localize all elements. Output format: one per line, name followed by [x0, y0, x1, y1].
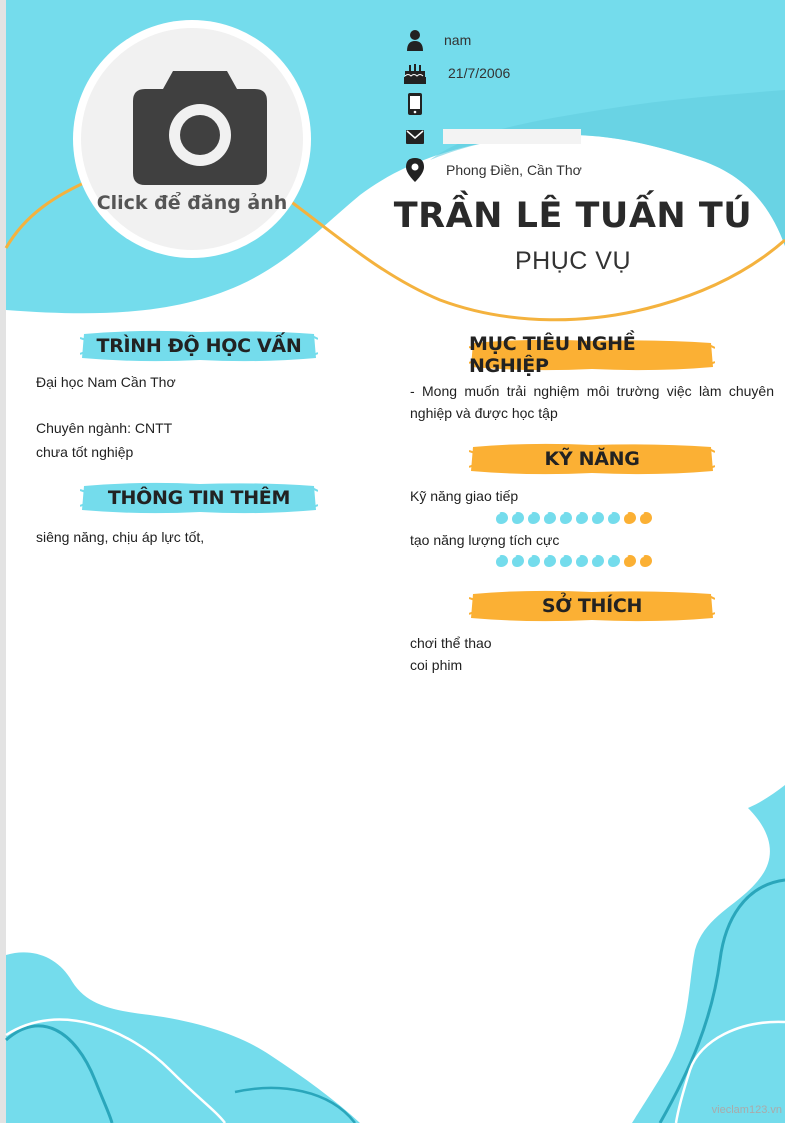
photo-upload[interactable]	[73, 20, 311, 258]
additional-info-text[interactable]: siêng năng, chịu áp lực tốt,	[36, 529, 205, 545]
camera-icon	[133, 67, 267, 185]
contact-address	[402, 156, 582, 184]
contact-gender	[402, 26, 471, 54]
person-icon	[402, 27, 428, 53]
full-name[interactable]: TRẦN LÊ TUẤN TÚ	[393, 196, 753, 236]
section-education-title: TRÌNH ĐỘ HỌC VẤN	[96, 335, 302, 357]
skill-dot-filled	[527, 554, 541, 568]
section-additional-title: THÔNG TIN THÊM	[107, 487, 291, 509]
hobby-item[interactable]: coi phim	[410, 657, 463, 673]
skill-dot-filled	[575, 554, 589, 568]
section-objective-title: MỤC TIÊU NGHỀ NGHIỆP	[469, 333, 636, 377]
envelope-icon	[402, 124, 428, 150]
skill-name[interactable]: Kỹ năng giao tiếp	[410, 488, 519, 504]
skill-dot-filled	[543, 554, 557, 568]
skill-dot-filled	[575, 511, 589, 525]
address-value[interactable]: Phong Điền, Cần Thơ	[446, 162, 582, 178]
map-pin-icon	[402, 157, 428, 183]
section-hobbies-title: SỞ THÍCH	[541, 595, 643, 617]
skill-dot-filled	[511, 554, 525, 568]
section-objective-header	[469, 333, 715, 377]
objective-text[interactable]: - Mong muốn trải nghiệm môi trường việc làm chuyên nghiệp và được học tập	[410, 383, 774, 421]
skill-dot-empty	[639, 554, 653, 568]
contact-phone	[402, 90, 444, 118]
education-status[interactable]: chưa tốt nghiệp	[36, 444, 134, 460]
phone-icon	[402, 91, 428, 117]
job-position[interactable]: PHỤC VỤ	[514, 247, 631, 275]
skill-dot-empty	[639, 511, 653, 525]
skill-dot-filled	[527, 511, 541, 525]
skill-dot-filled	[591, 554, 605, 568]
birthday-cake-icon	[402, 60, 428, 86]
skill-dot-filled	[607, 511, 621, 525]
contact-birthday	[402, 59, 510, 87]
hobby-item[interactable]: chơi thể thao	[410, 635, 492, 651]
contact-email	[402, 123, 444, 151]
skill-rating[interactable]	[495, 554, 653, 568]
skill-dot-filled	[607, 554, 621, 568]
skill-dot-filled	[511, 511, 525, 525]
section-skills-title: KỸ NĂNG	[544, 448, 640, 470]
education-major[interactable]: Chuyên ngành: CNTT	[36, 420, 173, 436]
birthday-value[interactable]: 21/7/2006	[448, 65, 511, 81]
skill-dot-filled	[559, 511, 573, 525]
photo-upload-label: Click để đăng ảnh	[96, 192, 288, 214]
gender-value[interactable]: nam	[444, 32, 472, 48]
photo-placeholder	[81, 28, 303, 250]
skill-name[interactable]: tạo năng lượng tích cực	[410, 532, 560, 548]
section-additional-header	[80, 480, 318, 516]
section-hobbies-header	[469, 588, 715, 624]
watermark: vieclam123.vn	[711, 1104, 782, 1116]
section-skills-header	[469, 441, 715, 477]
education-school[interactable]: Đại học Nam Cần Thơ	[36, 374, 176, 390]
skill-rating[interactable]	[495, 511, 653, 525]
skill-dot-filled	[591, 511, 605, 525]
skill-dot-empty	[623, 554, 637, 568]
skill-dot-filled	[559, 554, 573, 568]
section-education-header	[80, 328, 318, 364]
email-field-highlight	[443, 129, 581, 144]
skill-dot-filled	[495, 554, 509, 568]
skill-dot-filled	[495, 511, 509, 525]
skill-dot-filled	[543, 511, 557, 525]
skill-dot-empty	[623, 511, 637, 525]
